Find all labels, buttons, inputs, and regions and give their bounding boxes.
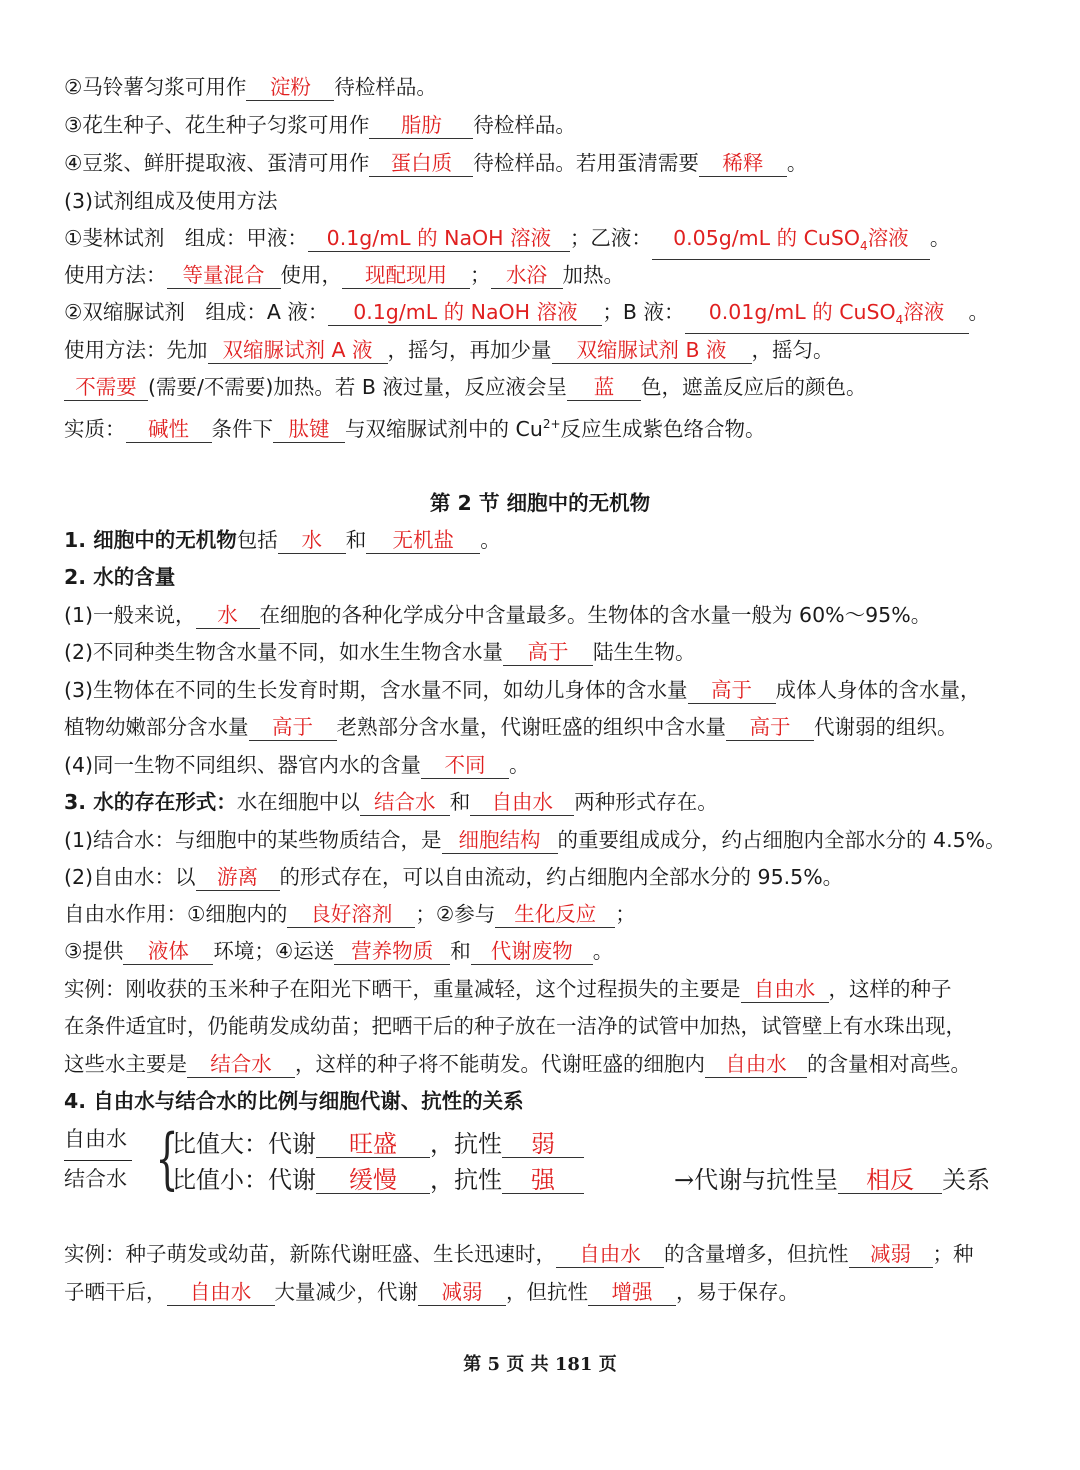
text: (3)试剂组成及使用方法 bbox=[64, 189, 278, 213]
text: 实例：种子萌发或幼苗，新陈代谢旺盛、生长迅速时， bbox=[64, 1242, 556, 1266]
text: ，但抗性 bbox=[506, 1280, 588, 1304]
text: 比值大：代谢 bbox=[172, 1130, 316, 1158]
answer-blank: 水 bbox=[278, 527, 346, 554]
page-footer: 第 5 页 共 181 页 bbox=[463, 1354, 617, 1375]
text: ；乙液： bbox=[569, 226, 652, 250]
text: ④豆浆、鲜肝提取液、蛋清可用作 bbox=[64, 151, 370, 175]
text-line bbox=[64, 297, 989, 334]
text-line bbox=[64, 787, 718, 817]
answer-blank bbox=[685, 299, 969, 334]
answer-blank: 相反 bbox=[838, 1167, 942, 1194]
answer-blank: 减弱 bbox=[849, 1241, 933, 1268]
answer-blank: 增强 bbox=[588, 1279, 676, 1306]
text: 。 bbox=[968, 300, 990, 324]
subscript: 4 bbox=[895, 313, 904, 328]
text: 关系 bbox=[942, 1166, 991, 1194]
text: 两种形式存在。 bbox=[574, 790, 718, 814]
text: 待检样品。若用蛋清需要 bbox=[473, 151, 699, 175]
answer-blank: 肽键 bbox=[273, 416, 345, 443]
text: (1)结合水：与细胞中的某些物质结合，是 bbox=[64, 828, 442, 852]
text: ①斐林试剂 组成：甲液： bbox=[64, 226, 308, 250]
text-line bbox=[64, 750, 530, 780]
answer-blank: 生化反应 bbox=[495, 901, 615, 928]
answer-blank: 结合水 bbox=[187, 1051, 295, 1078]
text: 代谢弱的组织。 bbox=[814, 715, 958, 739]
answer-blank: 高于 bbox=[503, 639, 593, 666]
text-line bbox=[64, 335, 834, 365]
text: ，摇匀。 bbox=[751, 338, 834, 362]
text-line bbox=[64, 1239, 974, 1269]
answer-blank: 稀释 bbox=[699, 150, 787, 177]
answer-blank: 水浴 bbox=[491, 262, 563, 289]
text-line bbox=[64, 562, 175, 592]
text-line bbox=[64, 600, 931, 630]
text: 的含量相对高些。 bbox=[807, 1052, 971, 1076]
conclusion bbox=[674, 1160, 990, 1195]
answer-blank: 现配现用 bbox=[342, 262, 470, 289]
answer-blank: 高于 bbox=[249, 714, 337, 741]
text-line bbox=[64, 675, 981, 705]
text: 。 bbox=[929, 226, 951, 250]
brace-symbol: { bbox=[155, 1120, 179, 1197]
answer-blank: 0.1g/mL 的 NaOH 溶液 bbox=[328, 299, 602, 326]
ratio-row-large bbox=[172, 1124, 584, 1159]
answer-blank: 结合水 bbox=[360, 789, 450, 816]
text: ②马铃薯匀浆可用作 bbox=[64, 75, 247, 99]
text: 大量减少，代谢 bbox=[274, 1280, 418, 1304]
text: 自由水作用：①细胞内的 bbox=[64, 902, 288, 926]
answer-blank: 双缩脲试剂 A 液 bbox=[208, 337, 388, 364]
text-line bbox=[64, 525, 501, 555]
answer-blank: 液体 bbox=[123, 938, 213, 965]
answer-blank: 蓝 bbox=[567, 374, 641, 401]
ratio-denominator: 结合水 bbox=[64, 1167, 127, 1191]
text-line bbox=[64, 1086, 524, 1116]
answer-blank: 游离 bbox=[196, 864, 280, 891]
text: ，抗性 bbox=[430, 1130, 502, 1158]
answer-blank: 自由水 bbox=[741, 976, 829, 1003]
text: ；②参与 bbox=[415, 902, 496, 926]
answer-blank: 高于 bbox=[726, 714, 814, 741]
text: 和 bbox=[450, 939, 471, 963]
text-line bbox=[64, 712, 958, 742]
answer-blank: 自由水 bbox=[470, 789, 574, 816]
item-heading: 1. 细胞中的无机物 bbox=[64, 528, 237, 552]
text-line bbox=[64, 110, 576, 140]
text-line bbox=[64, 409, 766, 444]
text: 实例：刚收获的玉米种子在阳光下晒干，重量减轻，这个过程损失的主要是 bbox=[64, 977, 741, 1001]
answer-blank: 减弱 bbox=[418, 1279, 506, 1306]
text: (需要/不需要)加热。若 B 液过量，反应液会呈 bbox=[148, 375, 567, 399]
answer-blank: 旺盛 bbox=[316, 1131, 430, 1158]
section-title: 第 2 节 细胞中的无机物 bbox=[429, 491, 651, 515]
superscript: 2+ bbox=[542, 417, 561, 431]
text: →代谢与抗性呈 bbox=[674, 1166, 839, 1194]
answer-blank: 良好溶剂 bbox=[287, 901, 415, 928]
text-line bbox=[64, 974, 952, 1004]
text: 的形式存在，可以自由流动，约占细胞内全部水分的 95.5%。 bbox=[279, 865, 844, 889]
answer-blank: 高于 bbox=[688, 677, 776, 704]
answer-text: 溶液 bbox=[867, 226, 909, 250]
answer-text: 0.01g/mL 的 CuSO bbox=[708, 300, 896, 324]
text: 在细胞的各种化学成分中含量最多。生物体的含水量一般为 60%～95%。 bbox=[259, 603, 932, 627]
text-line bbox=[64, 1277, 799, 1307]
text: (1)一般来说， bbox=[64, 603, 196, 627]
answer-blank: 缓慢 bbox=[316, 1167, 430, 1194]
text: ；B 液： bbox=[602, 300, 685, 324]
text: 的含量增多，但抗性 bbox=[664, 1242, 849, 1266]
text-line bbox=[64, 223, 950, 260]
text: 成体人身体的含水量， bbox=[775, 678, 981, 702]
fraction-bar bbox=[64, 1160, 132, 1161]
text: (3)生物体在不同的生长发育时期，含水量不同，如幼儿身体的含水量 bbox=[64, 678, 688, 702]
text: 色，遮盖反应后的颜色。 bbox=[641, 375, 867, 399]
item-heading: 2. 水的含量 bbox=[64, 565, 176, 589]
text: 使用方法：先加 bbox=[64, 338, 208, 362]
text: (2)不同种类生物含水量不同，如水生生物含水量 bbox=[64, 640, 504, 664]
text: ③提供 bbox=[64, 939, 124, 963]
item-heading: 4. 自由水与结合水的比例与细胞代谢、抗性的关系 bbox=[64, 1089, 524, 1113]
answer-text: 0.05g/mL 的 CuSO bbox=[673, 226, 861, 250]
answer-blank bbox=[652, 225, 930, 260]
answer-blank: 淀粉 bbox=[246, 74, 334, 101]
text: 条件下 bbox=[211, 416, 273, 441]
ratio-numerator: 自由水 bbox=[64, 1127, 127, 1151]
answer-blank: 营养物质 bbox=[334, 938, 450, 965]
text: 实质： bbox=[64, 416, 126, 441]
answer-blank: 水 bbox=[196, 602, 260, 629]
answer-blank: 碱性 bbox=[126, 416, 212, 443]
text: 包括 bbox=[236, 528, 278, 552]
answer-blank: 细胞结构 bbox=[442, 827, 558, 854]
text: 的重要组成成分，约占细胞内全部水分的 4.5%。 bbox=[557, 828, 1006, 852]
answer-blank: 等量混合 bbox=[167, 262, 281, 289]
text: 使用， bbox=[280, 263, 342, 287]
text-line bbox=[64, 899, 636, 929]
text: ，这样的种子 bbox=[828, 977, 952, 1001]
text-line bbox=[64, 186, 278, 216]
text: 。 bbox=[786, 151, 808, 175]
text: 老熟部分含水量，代谢旺盛的组织中含水量 bbox=[336, 715, 726, 739]
text: ②双缩脲试剂 组成：A 液： bbox=[64, 300, 329, 324]
text: ，摇匀，再加少量 bbox=[387, 338, 552, 362]
answer-blank: 不需要 bbox=[64, 374, 148, 401]
text-line bbox=[64, 260, 624, 290]
text: 环境；④运送 bbox=[213, 939, 335, 963]
subscript: 4 bbox=[860, 239, 868, 254]
text: 和 bbox=[345, 528, 367, 552]
text: 比值小：代谢 bbox=[172, 1166, 316, 1194]
text: 反应生成紫色络合物。 bbox=[560, 416, 766, 441]
text: ，这样的种子将不能萌发。代谢旺盛的细胞内 bbox=[295, 1052, 705, 1076]
text: 。 bbox=[509, 753, 530, 777]
text-line bbox=[64, 148, 807, 178]
text-line bbox=[64, 862, 843, 892]
answer-blank: 脂肪 bbox=[369, 112, 473, 139]
text: ； bbox=[615, 902, 636, 926]
answer-blank: 自由水 bbox=[705, 1051, 807, 1078]
text: ，抗性 bbox=[430, 1166, 502, 1194]
text: (4)同一生物不同组织、器官内水的含量 bbox=[64, 753, 422, 777]
text-line bbox=[64, 1011, 966, 1041]
text-line bbox=[64, 372, 867, 402]
text: ； bbox=[470, 263, 491, 287]
item-heading: 3. 水的存在形式： bbox=[64, 790, 237, 814]
text-line bbox=[64, 825, 1006, 855]
text: 。 bbox=[592, 939, 614, 963]
text: 陆生生物。 bbox=[593, 640, 696, 664]
answer-blank: 双缩脲试剂 B 液 bbox=[552, 337, 752, 364]
text: 植物幼嫩部分含水量 bbox=[64, 715, 249, 739]
text: ，易于保存。 bbox=[676, 1280, 799, 1304]
text: 加热。 bbox=[562, 263, 624, 287]
text: ；种 bbox=[932, 1242, 974, 1266]
text: 和 bbox=[449, 790, 471, 814]
text-line bbox=[64, 936, 613, 966]
text: ③花生种子、花生种子匀浆可用作 bbox=[64, 113, 370, 137]
text: 待检样品。 bbox=[334, 75, 437, 99]
text: 使用方法： bbox=[64, 263, 167, 287]
text: 。 bbox=[480, 528, 501, 552]
text-line bbox=[64, 72, 437, 102]
text: 这些水主要是 bbox=[64, 1052, 187, 1076]
text: (2)自由水：以 bbox=[64, 865, 196, 889]
answer-blank: 不同 bbox=[421, 752, 509, 779]
text-line bbox=[64, 637, 696, 667]
text: 与双缩脲试剂中的 Cu bbox=[345, 416, 543, 441]
answer-blank: 代谢废物 bbox=[471, 938, 593, 965]
answer-blank: 无机盐 bbox=[366, 527, 480, 554]
text: 待检样品。 bbox=[473, 113, 576, 137]
answer-blank: 自由水 bbox=[167, 1279, 275, 1306]
answer-blank: 0.1g/mL 的 NaOH 溶液 bbox=[308, 225, 570, 252]
answer-blank: 强 bbox=[502, 1167, 584, 1194]
ratio-row-small bbox=[172, 1160, 584, 1195]
answer-blank: 蛋白质 bbox=[369, 150, 473, 177]
text: 水在细胞中以 bbox=[236, 790, 360, 814]
answer-blank: 自由水 bbox=[556, 1241, 664, 1268]
answer-blank: 弱 bbox=[502, 1131, 584, 1158]
answer-text: 溶液 bbox=[903, 300, 945, 324]
text: 在条件适宜时，仍能萌发成幼苗；把晒干后的种子放在一洁净的试管中加热，试管壁上有水珠出现， bbox=[64, 1014, 966, 1038]
text: 子晒干后， bbox=[64, 1280, 167, 1304]
text-line bbox=[64, 1049, 971, 1079]
